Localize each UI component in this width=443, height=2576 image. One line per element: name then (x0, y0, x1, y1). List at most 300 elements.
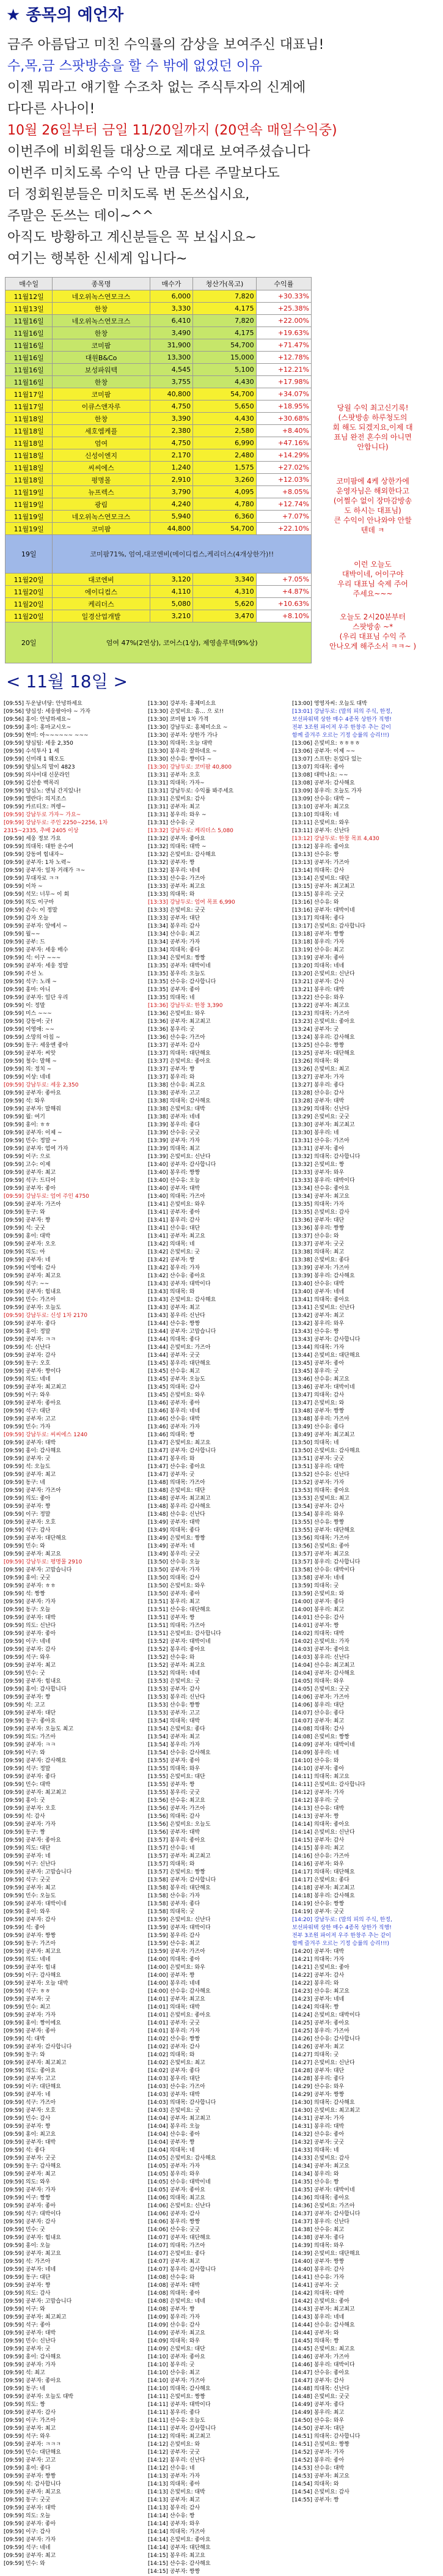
chat-message: [09:59] 공부자: 최고요 (4, 1273, 61, 1279)
chat-message: [14:04] 산수유: 최고최고 (292, 1663, 355, 1669)
chat-message: [14:27] 은빛비요: 신난다 (292, 2060, 355, 2066)
chat-message: [09:59] 공부자: 대박이네 (4, 1901, 67, 1907)
cell-name: 한창 (53, 376, 150, 388)
chat-message: [14:01] 공부자: 최고요 (148, 1996, 205, 2002)
chat-message: [13:20] 은빛비요: 신난다 (292, 971, 355, 977)
chat-message: [14:07] 의대목: 가즈아 (148, 2243, 205, 2249)
chat-message: [13:41] 공부자: 최고요 (148, 1233, 205, 1239)
chat-message: [13:46] 공부자: 좋아 (148, 1400, 200, 1406)
cell-date: 11월19일 (5, 511, 53, 523)
chat-message: [09:59] 공부자: 네 (4, 2092, 51, 2098)
chat-message: [13:46] 공부자: 대박이네 (292, 1384, 355, 1390)
chat-message: [13:10] 공부자: 최고요 (292, 804, 350, 810)
chat-message: [09:56] 홍이: 안녕하세요~ (4, 717, 71, 723)
chat-message: [09:59] 의도: 좋아 (4, 1496, 51, 1502)
chat-message: [09:59] 양심노: 앤님 간지있나! (4, 788, 81, 794)
chat-message: [14:12] 공부자: 가자 (292, 1790, 345, 1796)
chat-message: [09:59] 강동여: 굿! (4, 1019, 53, 1025)
chat-message: [13:42] 공부자: 짱 (148, 1257, 195, 1263)
chat-message: [09:59] 공부자: 좋다 (4, 1321, 56, 1327)
side-note-line: 이런 오늘도 (354, 560, 392, 569)
chat-message: [14:03] 공부자: 좋아요 (292, 1647, 350, 1653)
chat-message: [09:59] 공부자: 굿 (4, 1996, 51, 2002)
chat-message: [13:56] 공부자: 가즈아 (148, 1806, 205, 1812)
chat-message: [09:59] 공부자: 굿 (4, 1456, 51, 1462)
cell-buy: 1,240 (150, 462, 193, 474)
chat-message: [14:44] 공부자: 와 (292, 2330, 339, 2336)
side-note-line: 안합니다) (357, 443, 389, 451)
cell-sell: 7,820 (193, 315, 257, 327)
chat-message: [09:59] 공부자: 고맙습니다 (4, 1869, 72, 1875)
chat-message: [13:45] 공부자: 오늘도 (148, 1376, 205, 1382)
chat-message: [13:55] 은빛비요: 대단 (148, 1774, 205, 1780)
chat-message: [13:37] 의대목: 대단해요 (148, 1050, 211, 1057)
summary-date: 20일 (5, 622, 53, 663)
chat-message: [09:59] 공부자: 1차 노력~ (4, 860, 71, 866)
cell-name: 씨씨에스 (53, 462, 150, 474)
chat-message: [13:31] 공부자: 오호 (148, 772, 200, 778)
chat-message: [09:59] 공부자: 힘내요 (4, 1678, 61, 1685)
chat-message: [13:16] 공부자: 대박이네 (292, 907, 355, 913)
chat-message: 함께 즐겨주 오르는 기정 승률의 승리!!!) (292, 733, 390, 739)
chat-message: [09:59] 동구: 굿굿 (4, 2497, 51, 2503)
cell-buy: 3,210 (150, 610, 193, 622)
chat-message: [13:36] 은빛비요: 와우 (148, 1011, 205, 1017)
chat-message: [13:56] 은빛비요: 좋아 (292, 1543, 350, 1549)
chat-message: [14:22] 공부자: 감사 (292, 1973, 345, 1979)
chat-message: [13:38] 공부자: 네네 (148, 1114, 200, 1120)
column-header: 매수가 (150, 278, 193, 290)
side-note-line: 주세요~~~ (353, 589, 393, 598)
chat-message: [09:59] 공부자: 대단 (4, 1710, 56, 1716)
chat-message: [14:03] 봉우리: 신난다 (292, 1655, 350, 1661)
chat-message: [09:59] 의: 정치 ~ (4, 1066, 52, 1072)
chat-message: [13:52] 공부자: 최고요 (148, 1663, 205, 1669)
chat-message: [09:59] 홍이: 홍마교시오~ (4, 725, 71, 731)
chat-message: [09:59] 석구: 대박이다 (4, 2211, 61, 2217)
chat-message: [14:37] 공부자: 감사합니다 (292, 2211, 361, 2217)
chat-message: [14:07] 공부자: 최고 (148, 2259, 200, 2265)
chat-message: [13:51] 산수유: 대단해요 (148, 1607, 211, 1613)
chat-message: [14:06] 산수유: 굿굿 (148, 2227, 200, 2233)
chat-message: [13:42] 봉우리: 가자 (148, 1265, 200, 1271)
chat-message: [09:59] 공부자: 최고최고 (4, 2314, 67, 2320)
side-note-line: 텐데 ㅋ (361, 526, 385, 534)
chat-message: [13:45] 공부자: 좋아 (292, 1360, 345, 1367)
intro-text (0, 31, 443, 273)
table-row (5, 315, 312, 327)
chat-message: [09:59] 공부자: 좋아 (4, 2203, 56, 2209)
cell-date: 11월13일 (5, 303, 53, 315)
table-row (5, 574, 312, 586)
chat-message: [13:53] 공부자: 고고 (148, 1710, 200, 1716)
cell-buy: 31,900 (150, 339, 193, 352)
intro-line: 주말은 돈쓰는 데이~^^ (7, 209, 154, 224)
chat-message: [09:59] 동구: 네 (4, 1480, 45, 1486)
chat-message: [13:31] 산수유: 가즈아 (292, 1138, 350, 1144)
chat-message: 보선파워텍 상한 매수 4종목 상한가 직행! (292, 717, 392, 723)
chat-message: [13:45] 은빛비요: 와우 (148, 1392, 205, 1398)
chat-message: [13:18] 봉우리: 가자 (292, 939, 345, 945)
intro-line: 이번주 미치도록 수익 난 만큼 다른 주말보다도 (7, 166, 280, 181)
chat-message: 전부 3조원 파이저 우주 한창주 추는 같이 (292, 1933, 391, 1939)
chat-message: [09:59] 석구: 와우 (4, 1655, 51, 1661)
chat-message: [13:33] 공부자: 대단 (148, 915, 200, 921)
chat-message: [09:59] 공부자: 오늘도 (4, 1305, 61, 1311)
chat-message: [13:44] 은빛비요: 대단해요 (292, 1353, 361, 1359)
chat-message: [14:10] 산수유: 최고 (148, 2370, 200, 2376)
chat-message: [14:54] 은빛비요: 감사 (292, 2489, 350, 2495)
chat-message: [09:59] 공부자: 짱이다 (4, 1368, 61, 1375)
chat-message: [09:59] 공부자: 가즈아 (4, 1201, 61, 1208)
chat-message: [13:31] 공부자: 좋아 (292, 1146, 345, 1152)
chat-message: [14:31] 봉우리: 대박 (292, 2124, 345, 2130)
chat-message: [09:59] 의도: 네네 (4, 1376, 51, 1382)
chat-message: [14:10] 산수유: 와 (292, 1758, 339, 1764)
chat-message: [09:59] 공부자: 씨앗 (4, 1050, 56, 1057)
column-header: 수익률 (256, 278, 311, 290)
chat-message: [09:59] 공부자: 대박 (4, 1440, 56, 1446)
chat-message: [09:59] 공부자: 대박 (4, 2330, 56, 2336)
chat-message: [09:59] 주선 노 (4, 971, 43, 977)
chat-message: [13:41] 봉우리: 감사 (148, 1217, 200, 1223)
chat-message: [09:59] 홍이: 짱이에요 (4, 2020, 61, 2026)
chat-message: [09:59] 손수: 이 정말 (4, 907, 58, 913)
chat-message: [09:59] 의도: 와우 (4, 2179, 51, 2185)
side-note-2 (312, 476, 434, 535)
side-note-line: (스팟방송 하루청도의 (338, 413, 408, 422)
side-note-line: 큰 수익이 안나와야 안할 (334, 516, 412, 525)
chat-message: [09:59] 석: 좋다 (4, 2147, 45, 2153)
chat-message: [14:08] 공부자: 짱 (148, 2306, 195, 2312)
chat-message: [13:40] 산수유: 오늘 (148, 1178, 200, 1184)
chat-message: [09:59] 의도: 감사 (4, 2290, 51, 2297)
chat-message: [13:57] 공부자: 최고최고 (148, 1853, 211, 1859)
table-row (5, 474, 312, 486)
chat-message: [13:22] 산수유: 와우 (292, 995, 345, 1001)
cell-buy: 3,390 (150, 413, 193, 425)
chat-message: [09:59] 이차 ~ (4, 884, 43, 890)
chat-column-2 (148, 700, 292, 2576)
chat-message: [14:06] 은빛비요: 신난다 (148, 2203, 211, 2209)
cell-name: 에이디컴스 (53, 586, 150, 598)
chat-message: [14:53] 산수유: 대박 (292, 2465, 345, 2471)
chat-message: [13:30] 산수유: 짱이다 ~ (148, 756, 212, 762)
chat-message: [13:48] 산수유: 신난다 (148, 1511, 205, 1518)
chat-message: [13:42] 산수유: 좋아요 (148, 1273, 205, 1279)
chat-message: [09:59] 의사이대 신문라인 (4, 772, 70, 778)
chat-message: [09:59] 석구: 가즈아 (4, 2100, 56, 2106)
chat-message: [09:59] 공부자: 네 (4, 1853, 51, 1859)
chat-message: [14:19] 공부자: 굿굿 (292, 1909, 345, 1915)
chat-message: [14:33] 의대목: 네 (292, 2147, 339, 2153)
chat-message: [14:07] 공부자: 대단해요 (148, 2235, 211, 2241)
summary-date: 19일 (5, 535, 53, 574)
chat-message: [13:39] 봉우리: 좋다 (148, 1122, 200, 1128)
chat-message: [13:37] 은빛비요: 좋아요 (148, 1058, 211, 1065)
chat-message: [14:32] 산수유: 좋아 (292, 2131, 345, 2138)
chat-message: [14:12] 공부자: 굿굿 (148, 2449, 200, 2456)
chat-message: [13:42] 공부자: 최고 (292, 1313, 345, 1319)
chat-message: [09:59] 공부자: 좋아요 (4, 2378, 61, 2384)
chat-message: [13:39] 봉우리: 감사해요 (292, 1273, 355, 1279)
cell-rate: +12.78% (256, 352, 311, 364)
chat-message: [13:55] 공부자: 짱 (148, 1782, 195, 1788)
chat-message: [09:59] 동구: 오늘 (4, 1607, 51, 1613)
chat-message: [13:54] 산수유: 감사해요 (148, 1750, 211, 1756)
chat-message: [13:52] 산수유: 신난다 (292, 1472, 350, 1478)
chat-message: [13:36] 산수유: 가즈아 (148, 1035, 205, 1041)
chat-message: [13:19] 산수유: 최고 (292, 947, 345, 953)
chat-message: [14:21] 의대목: 가자 (292, 1957, 345, 1963)
cell-buy: 5,080 (150, 598, 193, 610)
chat-message: [13:35] 의대목: 가자 (292, 1201, 345, 1208)
chat-message: [13:31] 산수유: 굿 (148, 820, 195, 826)
chat-message: [09:59] 이구: 와 (4, 2306, 45, 2312)
chat-message: [13:43] 은빛비요: 감사해요 (148, 1297, 216, 1303)
chat-message: [14:14] 공부자: 와우 (148, 2521, 200, 2527)
side-note-line: 안나오게 해주소서 ㅋㅋ~ ) (329, 642, 417, 651)
chat-message: [13:32] 봉우리: 네네 (148, 868, 200, 874)
side-note-line: 회 해도 되겠지요,이제 대 (332, 423, 413, 432)
chat-message: [09:59] 공부자: 감사 (4, 1917, 56, 1923)
chat-message: [13:34] 공부자: 최고요 (292, 1194, 350, 1200)
chat-message: [09:59] 민수: 와 (4, 1543, 45, 1549)
chat-message: [13:51] 봉우리: 대박 (292, 1464, 345, 1470)
cell-buy: 3,755 (150, 376, 193, 388)
chat-message: [14:15] 공부자: 짱짱 (148, 2569, 200, 2575)
chat-message: [13:57] 공부자: 최고요 (292, 1551, 350, 1557)
intro-line: 수,목,금 스팟방송을 할 수 밖에 없었던 이유 (7, 59, 263, 74)
chat-message: [14:04] 산수유: 좋아 (148, 2131, 200, 2138)
chat-message: [13:30] 봉우리: 잘하네요 ~ (148, 748, 217, 755)
chat-message: [13:33] 공부자: 와우 (292, 1170, 345, 1176)
chat-message: [14:20] 공부자: 대박 (292, 1949, 345, 1955)
chat-message: [09:59] 의도 이구마 (4, 899, 54, 906)
chat-message: [09:59] 세웅 정보 가요 (4, 836, 61, 842)
table-header-row (5, 278, 312, 290)
chat-message: [09:59] 공부자: 말해줘 (4, 1106, 61, 1112)
cell-buy: 6,000 (150, 290, 193, 303)
cell-sell: 2,480 (193, 449, 257, 462)
chat-message: [09:59] 공부자: 최고 (4, 2553, 56, 2559)
chat-message: [13:30] 의대목: 오늘 대박 (148, 740, 213, 747)
chat-message: [14:23] 산수유: 최고요 (292, 1988, 350, 1995)
chat-message: [09:59] 공부자: 최고요 (4, 2489, 61, 2495)
chat-message: [09:59] 민수: 굿 (4, 2227, 45, 2233)
chat-message: [13:56] 의대목: 가즈아 (292, 1535, 350, 1541)
chat-message: [09:56] 양심성: 세웅팔아야 ~ 가자 (4, 709, 90, 715)
chat-message: [09:59] 신미래 1 웨오도 (4, 756, 65, 762)
chat-message: [09:59] 공부자: 최고 (4, 1472, 56, 1478)
chat-message: [13:21] 봉우리: 대박 (292, 987, 345, 993)
chat-message: [13:15] 봉우리: 굿굿 (292, 891, 345, 898)
table-row (5, 303, 312, 315)
chat-message: [14:05] 봉우리: 와우 (148, 2171, 200, 2177)
chat-message: [09:59] 석: 최고 (4, 2370, 45, 2376)
chat-message: [13:07] 스프탄: 돈있다 있는 (292, 756, 362, 762)
cell-date: 11월19일 (5, 486, 53, 498)
chat-message: [09:59] 이구: 와우 (4, 1392, 51, 1398)
chat-message: [14:04] 의대목: 네 (148, 2147, 195, 2153)
chat-message: [09:59] 석: 가즈아 (4, 2259, 51, 2265)
cell-name: 대코엔비 (53, 574, 150, 586)
chat-message: [13:59] 공부자: 대박이다 (148, 1925, 211, 1931)
column-header: 청산가(목고) (193, 278, 257, 290)
chat-message: [09:59] 공부자: 가자 (4, 2537, 56, 2543)
chat-message: [09:59] 석: 감사합니다 (4, 2481, 61, 2487)
chat-message: [14:13] 공부자: 최고 (148, 2497, 200, 2503)
chat-message: [13:51] 은빛비요: 감사합니다 (148, 1631, 221, 1637)
chat-message: [14:09] 봉우리: 네 (292, 1750, 339, 1756)
chat-message: [13:17] 의대목: 좋다 (292, 915, 345, 921)
side-note-1 (312, 403, 434, 452)
chat-message: [13:42] 은빛비요: 굿 (148, 1249, 200, 1255)
chat-message: [13:53] 공부자: 감사 (148, 1686, 200, 1692)
chat-message: [14:16] 산수유: 가즈아 (292, 1853, 350, 1859)
cell-sell: 54,700 (193, 388, 257, 400)
table-row (5, 327, 312, 339)
chat-message: [13:00] 영영자씨: 오늘도 대박 (292, 701, 367, 707)
chat-message: [14:02] 산수유: 짱짱 (148, 2036, 200, 2042)
cell-date: 11월17일 (5, 400, 53, 413)
chat-message: [14:55] 공부자: 짱 (292, 2497, 339, 2503)
chat-message: [09:59] 월~~ (4, 931, 40, 937)
cell-date: 11월20일 (5, 610, 53, 622)
chat-message: [14:02] 공부자: 좋다 (148, 2068, 200, 2074)
chat-message: [13:38] 의대목: 감사해요 (148, 1098, 211, 1104)
chat-message: [13:33] 공부자: 최고요 (148, 884, 205, 890)
chat-message: [09:59] 공부자: 감사 (4, 1647, 56, 1653)
chat-message: [13:34] 봉우리: 감사 (148, 923, 200, 929)
side-notes (312, 277, 434, 663)
chat-message: [13:44] 은빛비요: 가즈아 (148, 1345, 211, 1351)
chat-message: [13:25] 산수유: 짱짱 (292, 1043, 345, 1049)
chat-message: [09:59] 홍이: 오늘 (4, 2243, 51, 2249)
chat-message: [13:46] 의대목: 짱 (148, 1432, 195, 1438)
cell-name: 엄여 (53, 437, 150, 449)
chat-message: [14:05] 의대목: 와우 (292, 1678, 345, 1685)
cell-sell: 4,310 (193, 586, 257, 598)
chat-message: [09:59] 민수: 굿 (4, 1670, 45, 1677)
chat-message: [13:35] 공부자: 대박이네 (148, 963, 211, 969)
chat-message: [14:18] 공부자: 최고최고 (292, 1885, 355, 1891)
cell-date: 11월19일 (5, 523, 53, 535)
chat-column-1 (4, 700, 148, 2576)
chat-message: [09:59] 공부자: 가자 (4, 2012, 56, 2018)
chat-message: [13:46] 산수유: 최고요 (292, 1376, 350, 1382)
chat-message: [13:31] 공부자: 최고 (148, 804, 200, 810)
cell-sell: 54,700 (193, 523, 257, 535)
chat-message: [14:01] 은빛비요: 좋아요 (148, 2012, 211, 2018)
chat-message: [13:39] 공부자: 가자 (148, 1138, 200, 1144)
chat-message: [13:12] 강남두로: 한창 목표 4,430 (292, 836, 379, 842)
chat-message: [09:59] 공부자: 고고 (4, 2076, 56, 2082)
chat-message: [09:59] 소망의 아침 ~ (4, 1035, 60, 1041)
intro-line: 10월 26일부터 금일 11/20일까지 (20연속 매일수익중) (7, 123, 337, 138)
cell-buy: 6,410 (150, 315, 193, 327)
cell-sell: 4,095 (193, 486, 257, 498)
chat-message: [09:59] 공부자: ㅋㅋㅋ (4, 2441, 61, 2448)
chat-message: [09:59] 동구: 좋아요 (4, 1718, 56, 1724)
chat-message: [13:35] 봉우리: 오늘도 (148, 971, 205, 977)
cell-sell: 3,260 (193, 474, 257, 486)
chat-message: [14:00] 의대목: 좋아 (148, 1957, 200, 1963)
cell-name: 일경산업개발 (53, 610, 150, 622)
chat-message: [14:03] 봉우리: 대단 (148, 2076, 200, 2082)
chat-message: [09:59] 동구: 세웅엔 좋아 (4, 1043, 68, 1049)
cell-name: 신성이엔지 (53, 449, 150, 462)
chat-message: [13:43] 의대목: 와 (148, 1289, 195, 1295)
chat-message: [14:10] 의대목: 감사해요 (148, 2386, 211, 2392)
chat-message: [09:59] 공부자: 대박 (4, 2505, 56, 2511)
chat-message: [09:59] 의대목: 대한 운수여 (4, 844, 74, 850)
chat-message: [13:50] 공부자: 좋아 (148, 1591, 200, 1597)
chat-message: [13:39] 산수유: 굿굿 (148, 1130, 200, 1136)
chat-message: [14:44] 산수유: 감사해요 (292, 2322, 355, 2328)
chat-message: [14:03] 산수유: 가즈아 (148, 2084, 205, 2090)
chat-message: [14:45] 의대목: 짱 (292, 2338, 339, 2344)
chat-message: [14:01] 봉우리: 가자 (148, 2028, 200, 2034)
chat-message: [09:59] 공부자: 좋아요 (4, 1837, 61, 1843)
chat-message: [09:59] 공부자: 감사합니다 (4, 2044, 72, 2050)
cell-name: 보성파워텍 (53, 364, 150, 376)
chat-message: [09:59] 민수: 대박 (4, 1782, 51, 1788)
chat-message: [14:00] 봉우리: 네네 (148, 1980, 200, 1987)
chat-message: [09:59] 의도: 네네 (4, 1957, 51, 1963)
chat-message: [14:01] 공부자: 짱 (292, 1623, 339, 1629)
table-row (5, 364, 312, 376)
chat-message: [09:59] 엘란다: 의지조스 (4, 796, 67, 802)
chat-message: [13:58] 봉우리: 대단해요 (148, 1885, 211, 1891)
cell-date: 11월17일 (5, 388, 53, 400)
chat-message: [13:52] 봉우리: 좋아요 (148, 1647, 205, 1653)
chat-message: [13:47] 은빛비요: 와 (292, 1400, 345, 1406)
chat-message: [13:30] 강부자: 홍체미소요 (148, 701, 216, 707)
cell-sell: 6,360 (193, 511, 257, 523)
chat-message: [13:13] 공부자: 가즈아 (292, 860, 350, 866)
chat-message: [09:59] 민수: 감사 (4, 2116, 51, 2122)
cell-name: 코미팜 (53, 388, 150, 400)
cell-buy: 4,240 (150, 498, 193, 511)
chat-message: [13:50] 은빛비요: 감사해요 (292, 1448, 361, 1454)
chat-message: [09:59] 공부자: 짱 (4, 2283, 51, 2289)
chat-message: [14:10] 공부자: 좋아 (292, 1766, 345, 1772)
chat-message: [09:59] 의도: 짱 (4, 2402, 45, 2408)
cell-rate: +4.87% (256, 586, 311, 598)
chat-message: [09:59] 강남두로 가자~ 가요~ (4, 812, 81, 818)
chat-message: [13:28] 공부자: 대박 (292, 1098, 345, 1104)
chat-message: [13:58] 의대목: 굿 (148, 1909, 195, 1915)
chat-message: [14:48] 은빛비요: 굿굿 (292, 2394, 350, 2400)
chat-message: [09:59] 석구: 와우 (4, 2434, 51, 2440)
chat-log (0, 700, 443, 2576)
cell-sell: 6,990 (193, 437, 257, 449)
chat-message: [14:06] 공부자: 가즈아 (292, 1694, 350, 1700)
chat-message: [14:50] 공부자: 대단 (292, 2426, 345, 2432)
cell-date: 11월16일 (5, 315, 53, 327)
chat-message: [09:59] 공부자: 오호 (4, 2108, 56, 2114)
chat-message: [14:14] 은빛비요: 좋아요 (148, 2537, 211, 2543)
chat-message: [14:17] 은빛비요: 좋다 (292, 1877, 350, 1883)
chat-message: [14:09] 의대목: 와우 (148, 2338, 200, 2344)
chat-message: [09:59] 석: 좋아 (4, 1925, 45, 1931)
table-row (5, 290, 312, 303)
chat-message: 2315~2335, 추배 2405 이상 (4, 828, 79, 834)
chat-message: [14:01] 산수유: 감사 (292, 1615, 345, 1621)
chat-message: [09:59] 석: 짱짱 (4, 1591, 45, 1597)
chat-message: [09:59] 공부자: 감사 (4, 2219, 56, 2225)
